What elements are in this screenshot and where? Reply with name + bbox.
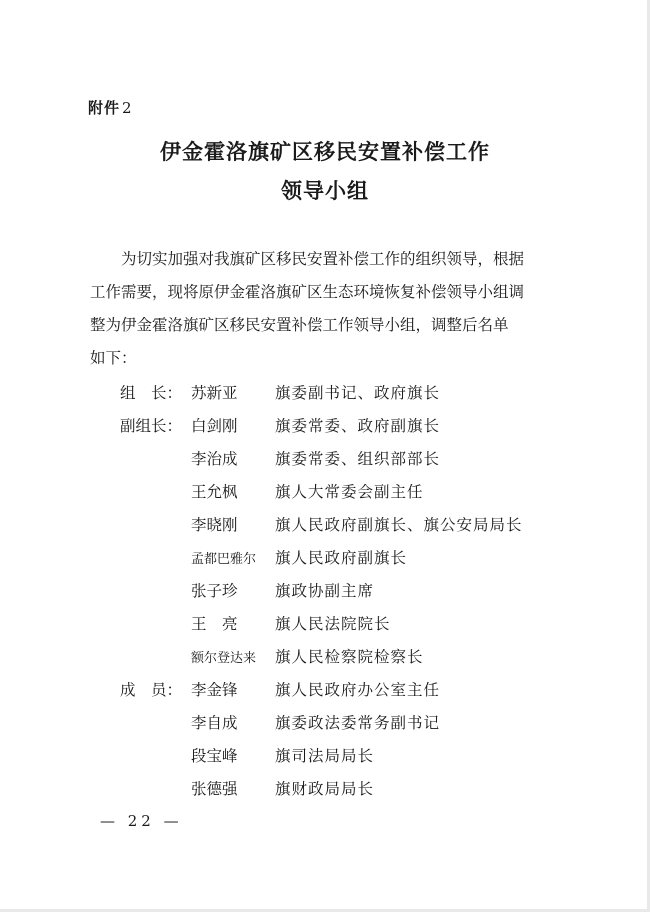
document-title-line2: 领导小组 (281, 178, 369, 203)
member-row (90, 546, 570, 574)
member-position: 旗人民政府副旗长、旗公安局局长 (275, 516, 523, 534)
member-row (90, 513, 570, 541)
member-role: 副组长： (120, 417, 183, 435)
attachment-text: 附件 (88, 99, 121, 117)
attachment-label (88, 97, 133, 118)
member-position: 旗委常委、组织部部长 (275, 450, 441, 468)
member-position: 旗人民政府副旗长 (275, 549, 408, 567)
member-name: 张子珍 (191, 582, 238, 600)
member-row (90, 480, 570, 508)
member-name: 王 亮 (191, 615, 238, 633)
page-number: — 22 — (100, 812, 183, 830)
member-row (90, 678, 570, 706)
member-position: 旗人民法院院长 (275, 615, 391, 633)
member-name: 李晓刚 (191, 516, 238, 534)
member-name: 孟都巴雅尔 (191, 552, 257, 567)
member-position: 旗人民检察院检察长 (275, 648, 424, 666)
document-title-line1: 伊金霍洛旗矿区移民安置补偿工作 (160, 139, 490, 164)
member-position: 旗委政法委常务副书记 (275, 714, 441, 732)
member-name: 白剑刚 (191, 417, 238, 435)
paragraph-line: 如下： (90, 349, 137, 367)
member-position: 旗人大常委会副主任 (275, 483, 424, 501)
member-row (90, 777, 570, 805)
member-position: 旗委常委、政府副旗长 (275, 417, 441, 435)
member-position: 旗委副书记、政府旗长 (275, 384, 441, 402)
member-position: 旗人民政府办公室主任 (275, 681, 441, 699)
member-position: 旗政协副主席 (275, 582, 375, 600)
member-name: 张德强 (191, 780, 238, 798)
paragraph-line: 工作需要，现将原伊金霍洛旗矿区生态环境恢复补偿领导小组调 (90, 283, 525, 301)
member-role: 成 员： (120, 681, 183, 699)
member-row (90, 414, 570, 442)
member-position: 旗司法局局长 (275, 747, 375, 765)
member-name: 李治成 (191, 450, 238, 468)
member-role: 组 长： (120, 384, 183, 402)
paragraph-line: 整为伊金霍洛旗矿区移民安置补偿工作领导小组，调整后名单 (90, 316, 509, 334)
member-name: 苏新亚 (191, 384, 238, 402)
member-row (90, 579, 570, 607)
member-name: 李金锋 (191, 681, 238, 699)
member-row (90, 711, 570, 739)
member-name: 额尔登达来 (191, 651, 257, 666)
member-name: 段宝峰 (191, 747, 238, 765)
member-row (90, 381, 570, 409)
member-position: 旗财政局局长 (275, 780, 375, 798)
attachment-number: 2 (122, 99, 133, 117)
member-name: 王允枫 (191, 483, 238, 501)
member-row (90, 612, 570, 640)
member-row (90, 645, 570, 673)
member-row (90, 744, 570, 772)
member-row (90, 447, 570, 475)
paragraph-line: 为切实加强对我旗矿区移民安置补偿工作的组织领导，根据 (90, 250, 525, 268)
member-name: 李自成 (191, 714, 238, 732)
